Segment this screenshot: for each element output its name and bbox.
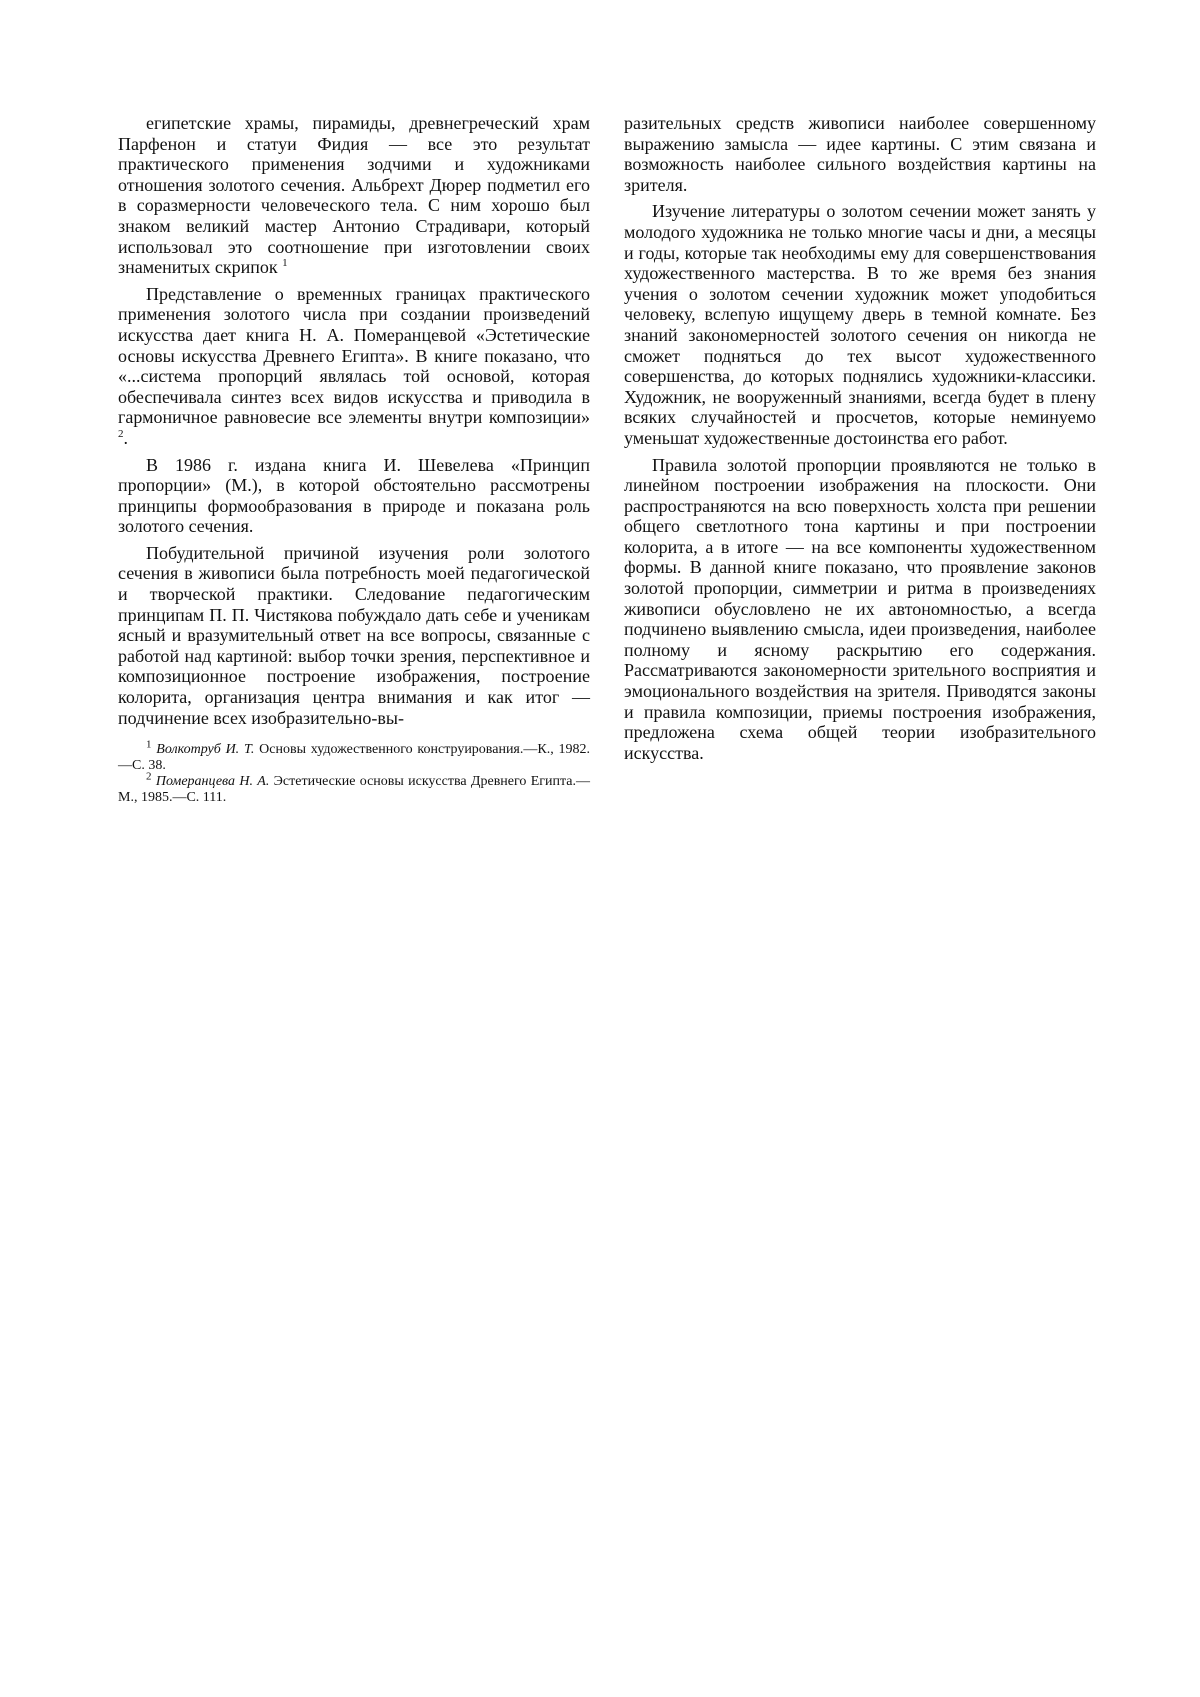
footnote-ref-1: 1 bbox=[282, 257, 288, 270]
paragraph-continuation: разительных средств живописи наиболее совершенному выражению замысла — идее картины. С этим связана и возможность наиболее сильного воздействия картины на зрителя. bbox=[624, 113, 1096, 195]
right-column bbox=[624, 113, 1096, 763]
footnote-author: Волкотруб И. Т. bbox=[156, 742, 255, 758]
paragraph-rules-of-proportion: Правила золотой пропорции проявляются не только в линейном построении изображения на плоскости. Они распространяются на всю поверхность холста при решении общего светлотного тона картины и при построении колорита, а в итоге — на все компоненты художественном формы. В данной книге показано, что проявление законов золотой пропорции, симметрии и ритма в произведениях живописи обусловлено не их автономностью, а всегда подчинено выявлению смысла, идеи произведения, наиболее полному и ясному раскрытию его содержания. Рассматриваются закономерности зрительного восприятия и эмоционального воздействия на зрителя. Приводятся законы и правила композиции, приемы построения изображения, предложена схема общей теории изобразительного искусства. bbox=[624, 454, 1096, 763]
footnote-ref-2: 2 bbox=[118, 427, 124, 440]
footnote-author: Померанцева Н. А. bbox=[155, 774, 270, 790]
left-column bbox=[118, 113, 590, 806]
paragraph-golden-section-history: египетские храмы, пирамиды, древнегреческий храм Парфенон и статуи Фидия — все это результат практического применения зодчими и художниками отношения золотого сечения. Альбрехт Дюрер подметил его в соразмерности человеческого тела. С ним хорошо был знаком великий мастер Антонио Страдивари, который использовал это соотношение при изготовлении своих знаменитых скрипок $^1$ bbox=[118, 113, 590, 278]
paragraph-study-literature: Изучение литературы о золотом сечении может занять у молодого художника не только многие часы и дни, а месяцы и годы, которые так необходимы ему для совершенствования художественного мастерства. В то же время без знания учения о золотом сечении художник может уподобиться человеку, вслепую ищущему дверь в темной комнате. Без знаний закономерностей золотого сечения он никогда не сможет подняться до тех высот художественного совершенства, до которых поднялись художники-классики. Художник, не вооруженный знаниями, всегда будет в плену всяких случайностей и просчетов, которые неминуемо уменьшат художественные достоинства его работ. bbox=[624, 201, 1096, 448]
footnote-1 bbox=[118, 738, 590, 774]
footnote-mark: 2 bbox=[146, 770, 152, 783]
footnote-text: Основы художественного конструирования.—К., 1982.—С. 38. bbox=[118, 742, 590, 774]
paragraph-shevelev-book: В 1986 г. издана книга И. Шевелева «Принцип пропорции» (М.), в которой обстоятельно рассмотрены принципы формообразования в природе и показана роль золотого сечения. bbox=[118, 454, 590, 537]
paragraph-pomerantseva-book: Представление о временных границах практического применения золотого числа при создании произведений искусства дает книга Н. А. Померанцевой «Эстетические основы искусства Древнего Египта». В книге показано, что «...система пропорций являлась той основой, которая обеспечивала синтез всех видов искусства и приводила в гармоничное равновесие все элементы внутри композиции» $^2$. bbox=[118, 283, 590, 448]
footnote-text: Эстетические основы искусства Древнего Египта.—М., 1985.—С. 111. bbox=[118, 774, 591, 806]
footnote-2 bbox=[118, 770, 591, 806]
footnote-mark: 1 bbox=[146, 738, 152, 751]
footnotes bbox=[118, 738, 591, 806]
paragraph-motivation: Побудительной причиной изучения роли золотого сечения в живописи была потребность моей педагогической и творческой практики. Следование педагогическим принципам П. П. Чистякова побуждало дать себе и ученикам ясный и вразумительный ответ на все вопросы, связанные с работой над картиной: выбор точки зрения, перспективное и композиционное построение изображения, построение колорита, организация центра внимания и как итог — подчинение всех изобразительно-вы- bbox=[118, 542, 590, 728]
